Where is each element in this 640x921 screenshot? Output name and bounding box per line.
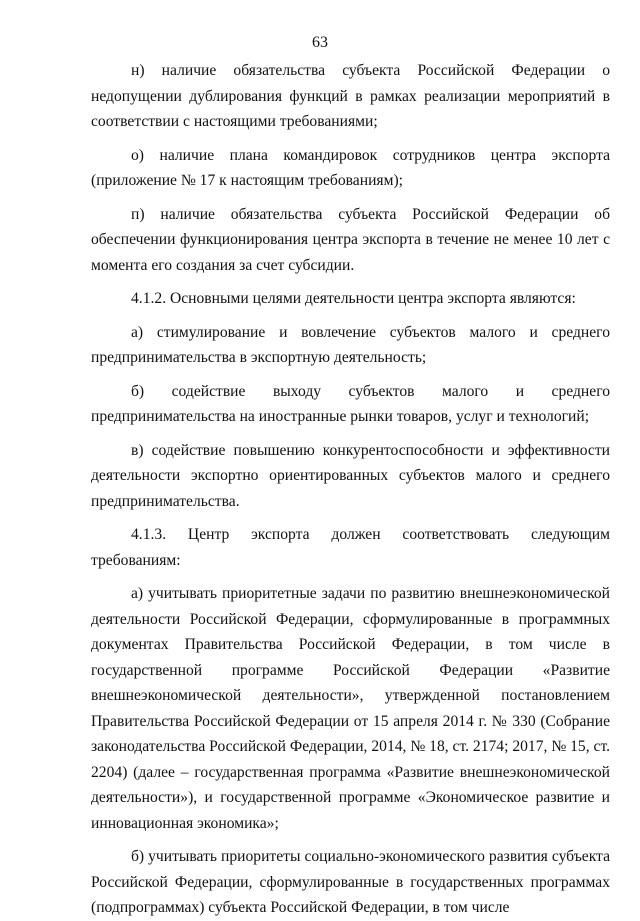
paragraph-goal-b: б) содействие выходу субъектов малого и среднего предпринимательства на иностранные рынки товаров, услуг и технологий; (91, 382, 610, 425)
document-body (91, 58, 610, 921)
paragraph-section-4-1-3: 4.1.3. Центр экспорта должен соответствовать следующим требованиям: (91, 526, 610, 569)
paragraph-goal-a: а) стимулирование и вовлечение субъектов малого и среднего предпринимательства в экспортную деятельность; (91, 323, 610, 366)
paragraph-requirement-a: а) учитывать приоритетные задачи по развитию внешнеэкономической деятельности Российской Федерации, сформулированные в программных документах Правительства Российской Федерации, в том числе в государственной программе Российской Федерации «Развитие внешнеэкономической деятельности», утвержденной постановлением Правительства Российской Федерации от 15 апреля 2014 г. № 330 (Собрание законодательства Российской Федерации, 2014, № 18, ст. 2174; 2017, № 15, ст. 2204) (далее – государственная программа «Развитие внешнеэкономической деятельности»), и государственной программе «Экономическое развитие и инновационная экономика»; (91, 585, 610, 832)
paragraph-item-n: н) наличие обязательства субъекта Российской Федерации о недопущении дублирования функций в рамках реализации мероприятий в соответствии с настоящими требованиями; (91, 62, 610, 130)
paragraph-section-4-1-2: 4.1.2. Основными целями деятельности центра экспорта являются: (131, 290, 576, 307)
paragraph-goal-v: в) содействие повышению конкурентоспособности и эффективности деятельности экспортно ориентированных субъектов малого и среднего предпринимательства. (91, 441, 610, 510)
paragraph-item-o: о) наличие плана командировок сотрудников центра экспорта (приложение № 17 к настоящим требованиям); (91, 146, 610, 189)
page-number: 63 (312, 34, 328, 51)
paragraph-item-p: п) наличие обязательства субъекта Российской Федерации об обеспечении функционирования центра экспорта в течение не менее 10 лет с момента его создания за счет субсидии. (91, 205, 610, 274)
paragraph-requirement-b: б) учитывать приоритеты социально-экономического развития субъекта Российской Федерации, сформулированные в государственных программах (подпрограммах) субъекта Российской Федерации, в том числе (91, 848, 610, 916)
